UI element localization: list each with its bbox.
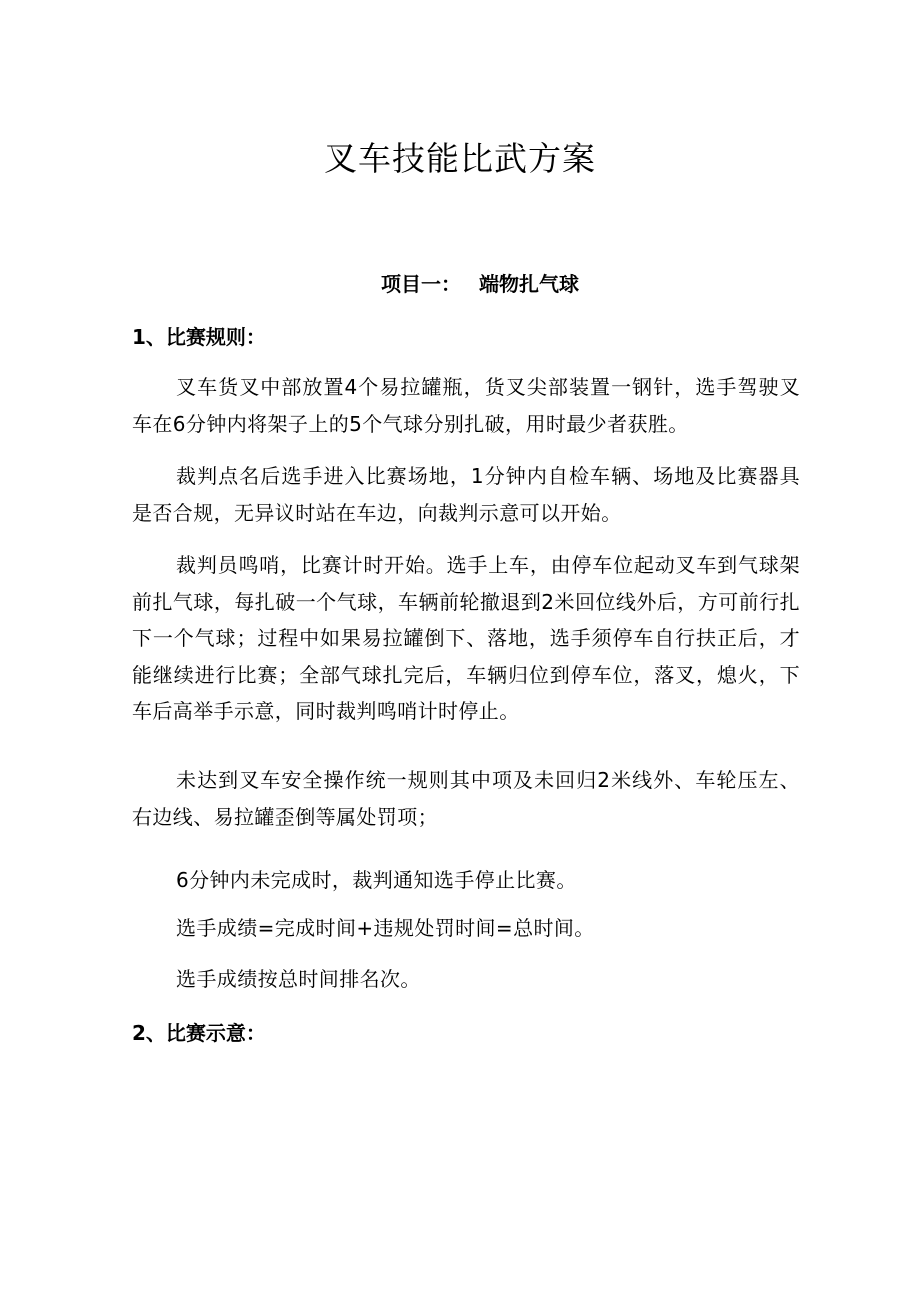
document-title: 叉车技能比武方案 <box>324 139 596 178</box>
rules-paragraph-1: 叉车货叉中部放置4个易拉罐瓶，货叉尖部装置一钢针，选手驾驶叉车在6分钟内将架子上的5个气球分别扎破，用时最少者获胜。 <box>132 375 800 436</box>
project-heading <box>0 268 920 300</box>
rules-paragraph-2: 裁判点名后选手进入比赛场地，1分钟内自检车辆、场地及比赛器具是否合规，无异议时站在车边，向裁判示意可以开始。 <box>132 464 800 525</box>
rules-paragraph-4: 未达到叉车安全操作统一规则其中项及未回归2米线外、车轮压左、右边线、易拉罐歪倒等属处罚项； <box>132 768 800 829</box>
rules-line-score-formula: 选手成绩=完成时间+违规处罚时间=总时间。 <box>176 916 595 940</box>
project-name: 端物扎气球 <box>479 272 579 296</box>
rules-line-ranking: 选手成绩按总时间排名次。 <box>176 967 421 991</box>
section-heading-diagram: 2、比赛示意： <box>132 1021 266 1045</box>
project-label: 项目一： <box>381 272 461 296</box>
rules-paragraph-3: 裁判员鸣哨，比赛计时开始。选手上车，由停车位起动叉车到气球架前扎气球，每扎破一个气球，车辆前轮撤退到2米回位线外后，方可前行扎下一个气球；过程中如果易拉罐倒下、落地，选手须停车自行扶正后，才能继续进行比赛；全部气球扎完后，车辆归位到停车位，落叉，熄火，下车后高举手示意，同时裁判鸣哨计时停止。 <box>132 553 800 723</box>
section-heading-rules: 1、比赛规则： <box>132 325 266 349</box>
rules-line-timeout: 6分钟内未完成时，裁判通知选手停止比赛。 <box>176 868 577 892</box>
